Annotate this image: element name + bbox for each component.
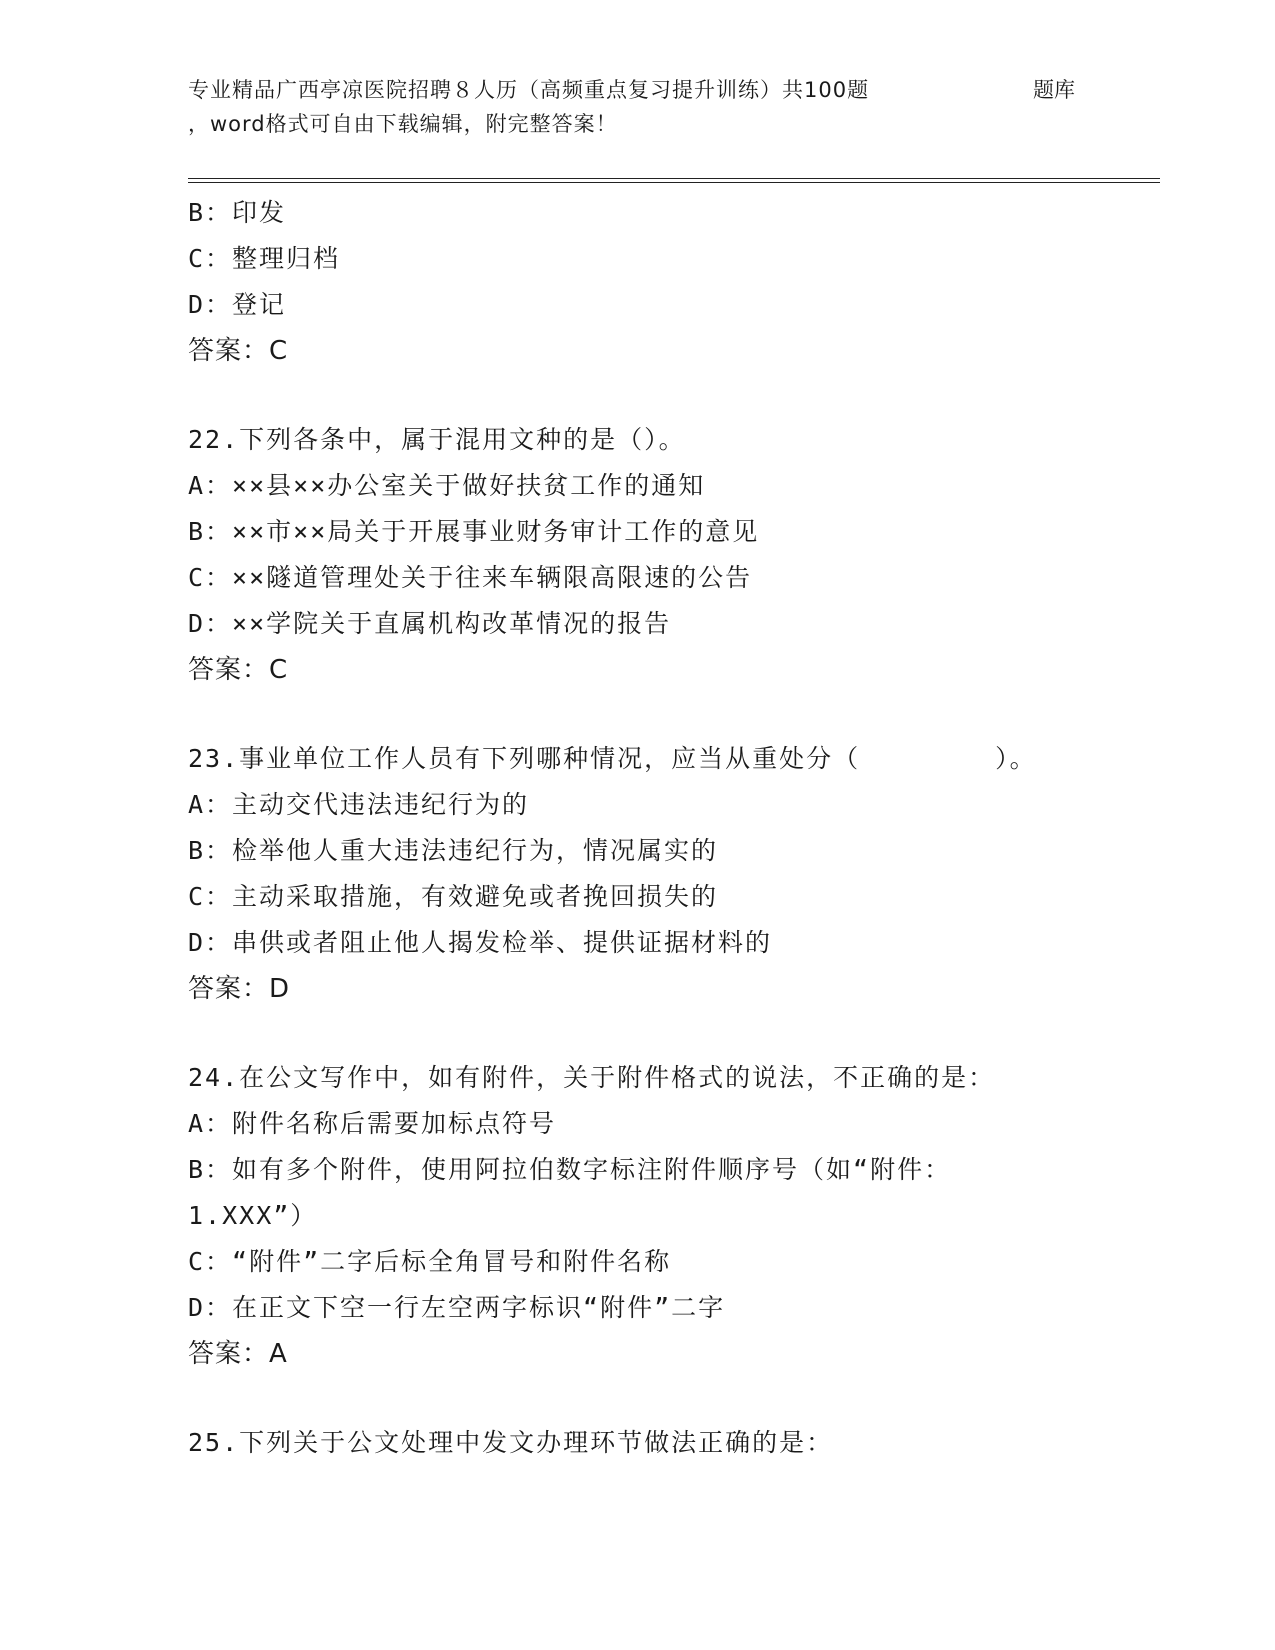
option-b: B：检举他人重大违法违纪行为，情况属实的 xyxy=(188,836,719,865)
option-c: C：主动采取措施，有效避免或者挽回损失的 xyxy=(188,882,719,911)
answer: 答案：C xyxy=(188,655,289,685)
question-24 xyxy=(188,1055,1168,1377)
option-d: D：登记 xyxy=(188,290,287,319)
option-d: D：串供或者阻止他人揭发检举、提供证据材料的 xyxy=(188,928,773,957)
option-a: A：附件名称后需要加标点符号 xyxy=(188,1109,557,1138)
option-b: B：印发 xyxy=(188,198,287,227)
header-divider-secondary xyxy=(188,182,1160,183)
header-tag: 题库 xyxy=(1033,78,1075,102)
option-d: D：在正文下空一行左空两字标识“附件”二字 xyxy=(188,1293,726,1322)
question-stem: 24.在公文写作中，如有附件，关于附件格式的说法，不正确的是： xyxy=(188,1063,996,1092)
page-header xyxy=(188,72,1158,142)
option-c: C：整理归档 xyxy=(188,244,341,273)
option-b: B：如有多个附件，使用阿拉伯数字标注附件顺序号（如“附件： xyxy=(188,1155,952,1184)
option-b-continued: 1.XXX”） xyxy=(188,1201,318,1230)
question-22 xyxy=(188,417,1168,693)
option-a: A：××县××办公室关于做好扶贫工作的通知 xyxy=(188,471,706,500)
question-25 xyxy=(188,1420,1168,1466)
option-a: A：主动交代违法违纪行为的 xyxy=(188,790,530,819)
answer: 答案：D xyxy=(188,974,291,1004)
document-subtitle: ，word格式可自由下载编辑，附完整答案！ xyxy=(188,112,618,136)
question-21-continued xyxy=(188,190,1168,374)
option-c: C：“附件”二字后标全角冒号和附件名称 xyxy=(188,1247,672,1276)
question-23 xyxy=(188,736,1168,1012)
question-stem: 22.下列各条中，属于混用文种的是（）。 xyxy=(188,425,686,454)
document-title: 专业精品广西亭凉医院招聘８人历（高频重点复习提升训练）共100题 xyxy=(188,78,870,102)
question-content xyxy=(188,190,1168,1466)
option-d: D：××学院关于直属机构改革情况的报告 xyxy=(188,609,672,638)
header-divider xyxy=(188,178,1160,179)
question-stem: 25.下列关于公文处理中发文办理环节做法正确的是： xyxy=(188,1428,834,1457)
question-stem: 23.事业单位工作人员有下列哪种情况，应当从重处分（ ）。 xyxy=(188,744,1037,773)
option-c: C：××隧道管理处关于往来车辆限高限速的公告 xyxy=(188,563,753,592)
answer: 答案：A xyxy=(188,1339,288,1369)
option-b: B：××市××局关于开展事业财务审计工作的意见 xyxy=(188,517,760,546)
answer: 答案：C xyxy=(188,336,289,366)
